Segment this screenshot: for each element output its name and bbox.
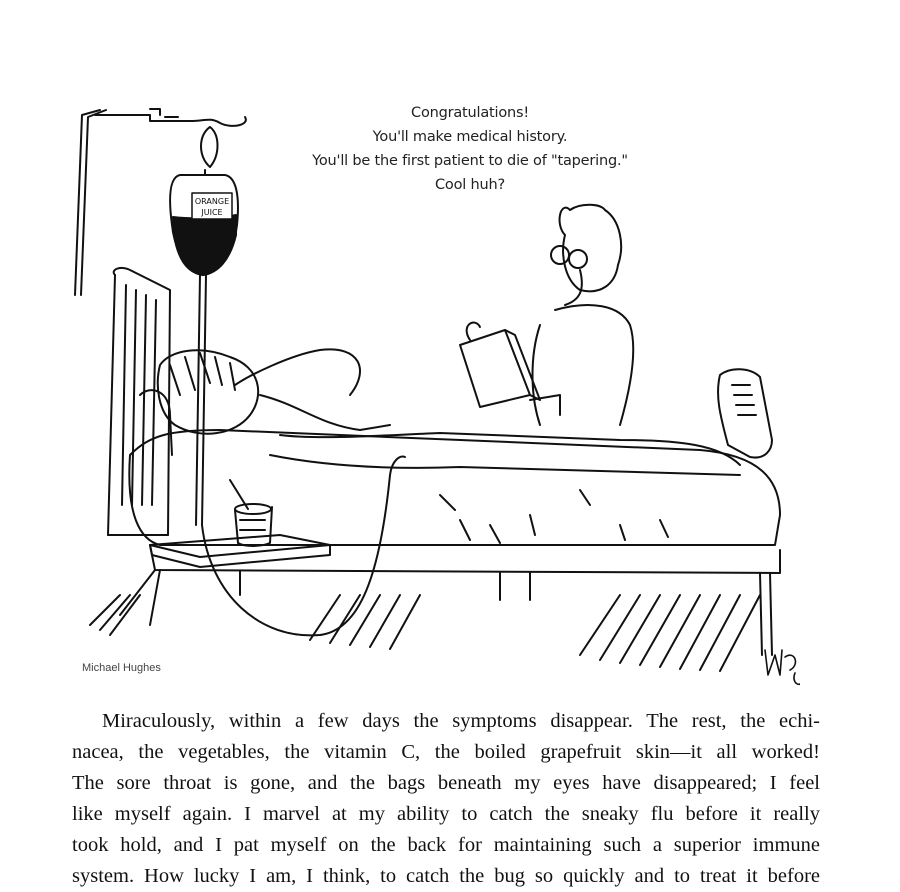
caption-line: Cool huh? (435, 177, 505, 193)
paragraph-line: nacea, the vegetables, the vitamin C, the boiled grapefruit skin—it all worked! (72, 741, 820, 763)
body-paragraph (72, 706, 820, 892)
paragraph-line: took hold, and I pat myself on the back for maintaining such a superior immune (72, 834, 820, 856)
patient-shoe (718, 369, 772, 457)
cartoon-caption (300, 101, 640, 197)
artist-signature (765, 645, 800, 684)
bed (90, 430, 780, 671)
caption-line: You'll make medical history. (372, 129, 568, 145)
paragraph-line: like myself again. I marvel at my ability to catch the sneaky flu before it really (72, 803, 820, 825)
bag-label-line1: ORANGE (194, 197, 230, 206)
doctor (460, 205, 633, 425)
iv-bag (170, 175, 238, 275)
paragraph-line: Miraculously, within a few days the symptoms disappear. The rest, the echi- (102, 710, 820, 732)
paragraph-line: The sore throat is gone, and the bags beneath my eyes have disappeared; I feel (72, 772, 820, 794)
paragraph-line: system. How lucky I am, I think, to catch the bug so quickly and to treat it before (72, 865, 820, 887)
caption-line: You'll be the first patient to die of "tapering." (312, 153, 628, 169)
iv-pole (75, 109, 246, 525)
caption-line: Congratulations! (411, 105, 529, 121)
patient (140, 349, 740, 475)
bag-label-line2: JUICE (201, 208, 223, 217)
bedside-table (150, 480, 330, 567)
artist-credit: Michael Hughes (82, 662, 161, 674)
